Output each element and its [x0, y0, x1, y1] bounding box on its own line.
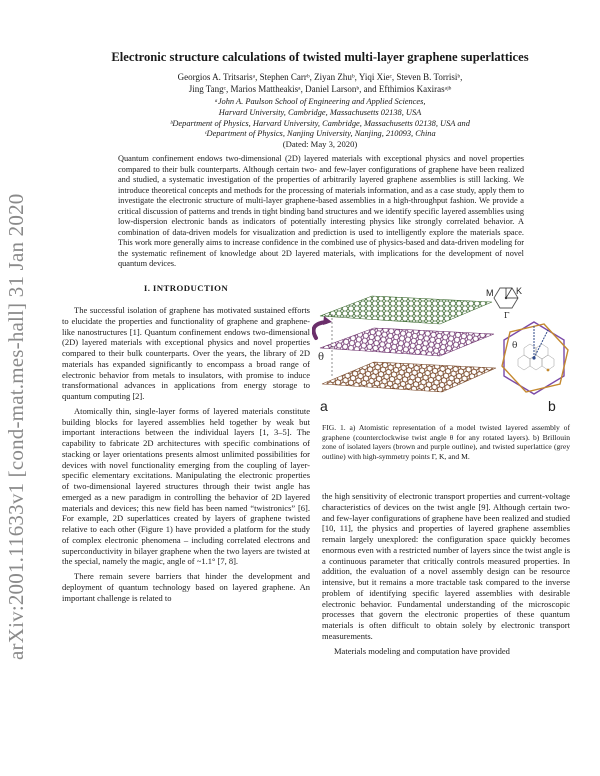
label-K: K	[516, 286, 523, 296]
affiliation-3: ᵇDepartment of Physics, Harvard University, Cambridge, Massachusetts 02138, USA and	[170, 118, 470, 128]
paragraph: Materials modeling and computation have provided	[334, 645, 510, 656]
panel-b-label: b	[548, 398, 556, 414]
graphene-layer-top	[320, 296, 492, 324]
paragraph: Atomically thin, single-layer forms of layered materials constitute building blocks for layered assemblies held together by weak but important interactions between the individual layers [1, 3–5]. The capability to fabricate 2D architectures with specific combinations of stacking or layer orientations presents almost unlimited possibilities for devices with novel functionality emerging from the coupling of layer-specific elementary excitations. Manipulating the electronic properties of two-dimensional layered structures through their twist angle has emerged as a new paradigm in controlling the behavior of 2D layered materials and devices; this new field has been named “twistronics” [6]. For example, 2D superlattices created by layers of graphene twisted relative to each other (Figure 1) have provided a platform for the study of complex electronic phenomena – including correlated electrons and superconductivity in bilayer graphene when the two layers are twisted at the special, namely the magic, angle of ~1.1° [7, 8].	[62, 405, 310, 567]
authors-line-1: Georgios A. Tritsarisᵃ, Stephen Carrᵇ, Ziyan Zhuᵇ, Yiqi Xieᶜ, Steven B. Torrisiᵇ,	[177, 72, 463, 82]
abstract: Quantum confinement endows two-dimensional (2D) layered materials with exceptional physics and novel properties compared to their bulk counterparts. Although certain two- and few-layer configurations of graphene have been realized and studied, a systematic investigation of the properties of arbitrarily layered graphene assemblies is still lacking. We introduce theoretical concepts and methods for the processing of materials information, and as a case study, apply them to investigate the electronic structure of multi-layer graphene-based assemblies in a high-throughput fashion. We provide a critical discussion of patterns and trends in tight binding band structures and we identify specific layered assemblies using low-dispersion electronic bands as indicators of potentially interesting physics like strongly correlated behavior. A combination of data-driven models for visualization and prediction is used to intelligently explore the materials space. This work more generally aims to increase confidence in the combined use of physics-based and data-driven modeling for the systematic refinement of knowledge about 2D layered materials, with implications for the development of novel quantum devices.	[118, 154, 524, 269]
graphene-layer-bottom	[322, 362, 496, 392]
panel-a-label: a	[320, 398, 328, 414]
label-Gamma: Γ	[504, 311, 510, 320]
left-column	[62, 305, 310, 607]
panel-b-theta: θ	[512, 341, 518, 351]
paragraph: There remain severe barriers that hinder the development and deployment of quantum technology based on layered graphene. An important challenge is related to	[62, 571, 310, 603]
arxiv-stamp: arXiv:2001.11633v1 [cond-mat.mes-hall] 31 Jan 2020	[4, 193, 28, 660]
right-column	[322, 491, 570, 660]
authors-line-2: Jing Tangᶜ, Marios Mattheakisᵃ, Daniel Larsonᵇ, and Efthimios Kaxirasᵃʲᵇ	[188, 83, 452, 94]
figure-1	[312, 286, 574, 416]
panel-a-theta: θ	[318, 352, 325, 363]
affiliations	[100, 97, 540, 140]
affiliation-4: ᶜDepartment of Physics, Nanjing University, Nanjing, 210093, China	[204, 129, 436, 139]
author-list	[100, 72, 540, 95]
affiliation-2: Harvard University, Cambridge, Massachusetts 02138, USA	[218, 107, 422, 117]
label-M: M	[486, 288, 494, 298]
paragraph: The successful isolation of graphene has motivated sustained efforts to elucidate the properties and functionality of graphene and graphene-like nanostructures [1]. Quantum confinement endows two-dimensional (2D) layered materials with exceptional physics and novel properties compared to their bulk counterparts. Over the years, the library of 2D materials has expanded significantly to encompass a broad range of electronic behavior from metals to insulators, with promise to induce transformational advances in applications from energy storage to quantum computing [2].	[62, 305, 310, 401]
superlattice-grid	[518, 344, 554, 370]
affiliation-1: ᵃJohn A. Paulson School of Engineering and Applied Sciences,	[214, 97, 426, 106]
paragraph: the high sensitivity of electronic transport properties and current-voltage characteristics of devices on the twist angle [9]. Although certain two- and few-layer configurations of graphene have been realized and studied [10, 11], the physics and properties of layered graphene assemblies remain largely unexplored: the configuration space quickly becomes enormous even with a restricted number of layers since the twist angle is a continuous parameter that critically controls measured properties. In addition, the evaluation of a novel assembly design can be resource intensive, but it remains a more tractable task compared to the inverse problem of identifying specific layered assemblies with desirable electronic behavior. Fundamental understanding of the microscopic processes that govern the electronic properties of these quantum materials is often difficult to obtain solely by electronic transport measurements.	[322, 491, 570, 641]
section-heading: I. INTRODUCTION	[143, 283, 229, 293]
date-line: (Dated: May 3, 2020)	[282, 139, 358, 149]
brillouin-zone-diagram	[502, 322, 568, 394]
rotation-arrow-icon	[314, 316, 332, 363]
superlattice-bz-inset	[494, 288, 518, 308]
layer-stack	[320, 296, 496, 392]
paper-title: Electronic structure calculations of twisted multi-layer graphene superlattices	[111, 50, 529, 64]
figure-caption: FIG. 1. a) Atomistic representation of a model twisted layered assembly of graphene (counterclockwise twist angle θ for any rotated layers). b) Brillouin zone of isolated layers (brown and purple outline), and twisted superlattice (grey outline) with high-symmetry points Γ, K, and M.	[322, 423, 570, 462]
graphene-layer-middle	[320, 328, 494, 356]
